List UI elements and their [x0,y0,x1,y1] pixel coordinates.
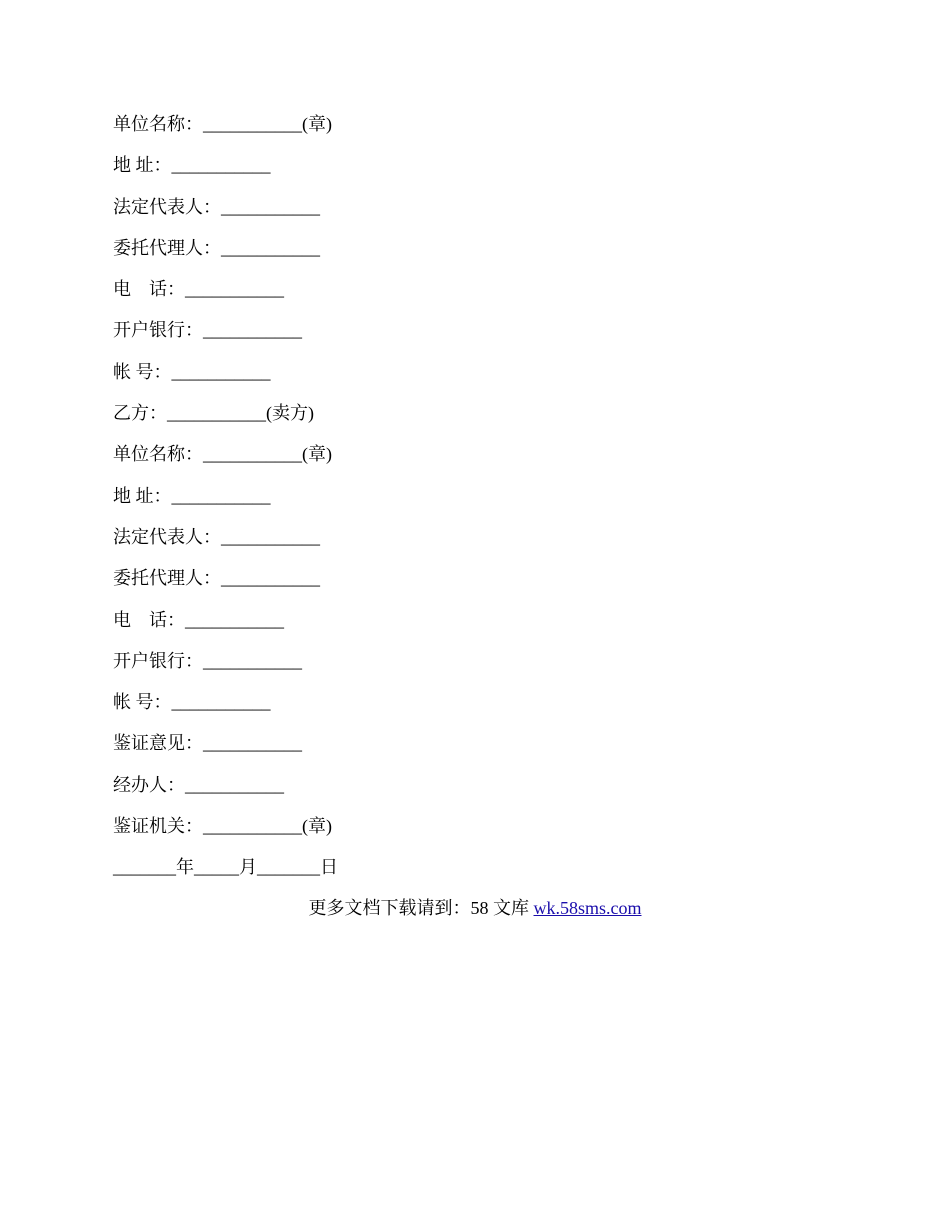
field-line-bank-1: 开户银行：___________ [113,320,302,341]
field-line-address-2: 地 址：___________ [113,485,271,506]
field-line-party-b: 乙方：___________(卖方) [113,403,314,424]
field-line-verification-authority: 鉴证机关：___________(章) [113,816,332,837]
field-line-handler: 经办人：___________ [113,774,284,795]
field-line-agent-1: 委托代理人：___________ [113,237,320,258]
contract-fields [113,112,833,897]
download-footer [0,896,950,920]
field-line-company-name-2: 单位名称：___________(章) [113,444,332,465]
field-line-agent-2: 委托代理人：___________ [113,568,320,589]
field-line-legal-rep-1: 法定代表人：___________ [113,196,320,217]
field-line-date: _______年_____月_______日 [113,857,338,878]
field-line-company-name-1: 单位名称：___________(章) [113,114,332,134]
field-line-address-1: 地 址：___________ [113,155,271,176]
field-line-phone-1: 电 话：___________ [113,279,284,300]
field-line-account-1: 帐 号：___________ [113,361,271,382]
field-line-bank-2: 开户银行：___________ [113,650,302,671]
footer-text: 更多文档下载请到：58 文库 [308,898,534,918]
field-line-account-2: 帐 号：___________ [113,692,271,713]
field-line-verification-opinion: 鉴证意见：___________ [113,733,302,754]
footer-link[interactable]: wk.58sms.com [533,898,642,918]
field-line-legal-rep-2: 法定代表人：___________ [113,526,320,547]
field-line-phone-2: 电 话：___________ [113,609,284,630]
